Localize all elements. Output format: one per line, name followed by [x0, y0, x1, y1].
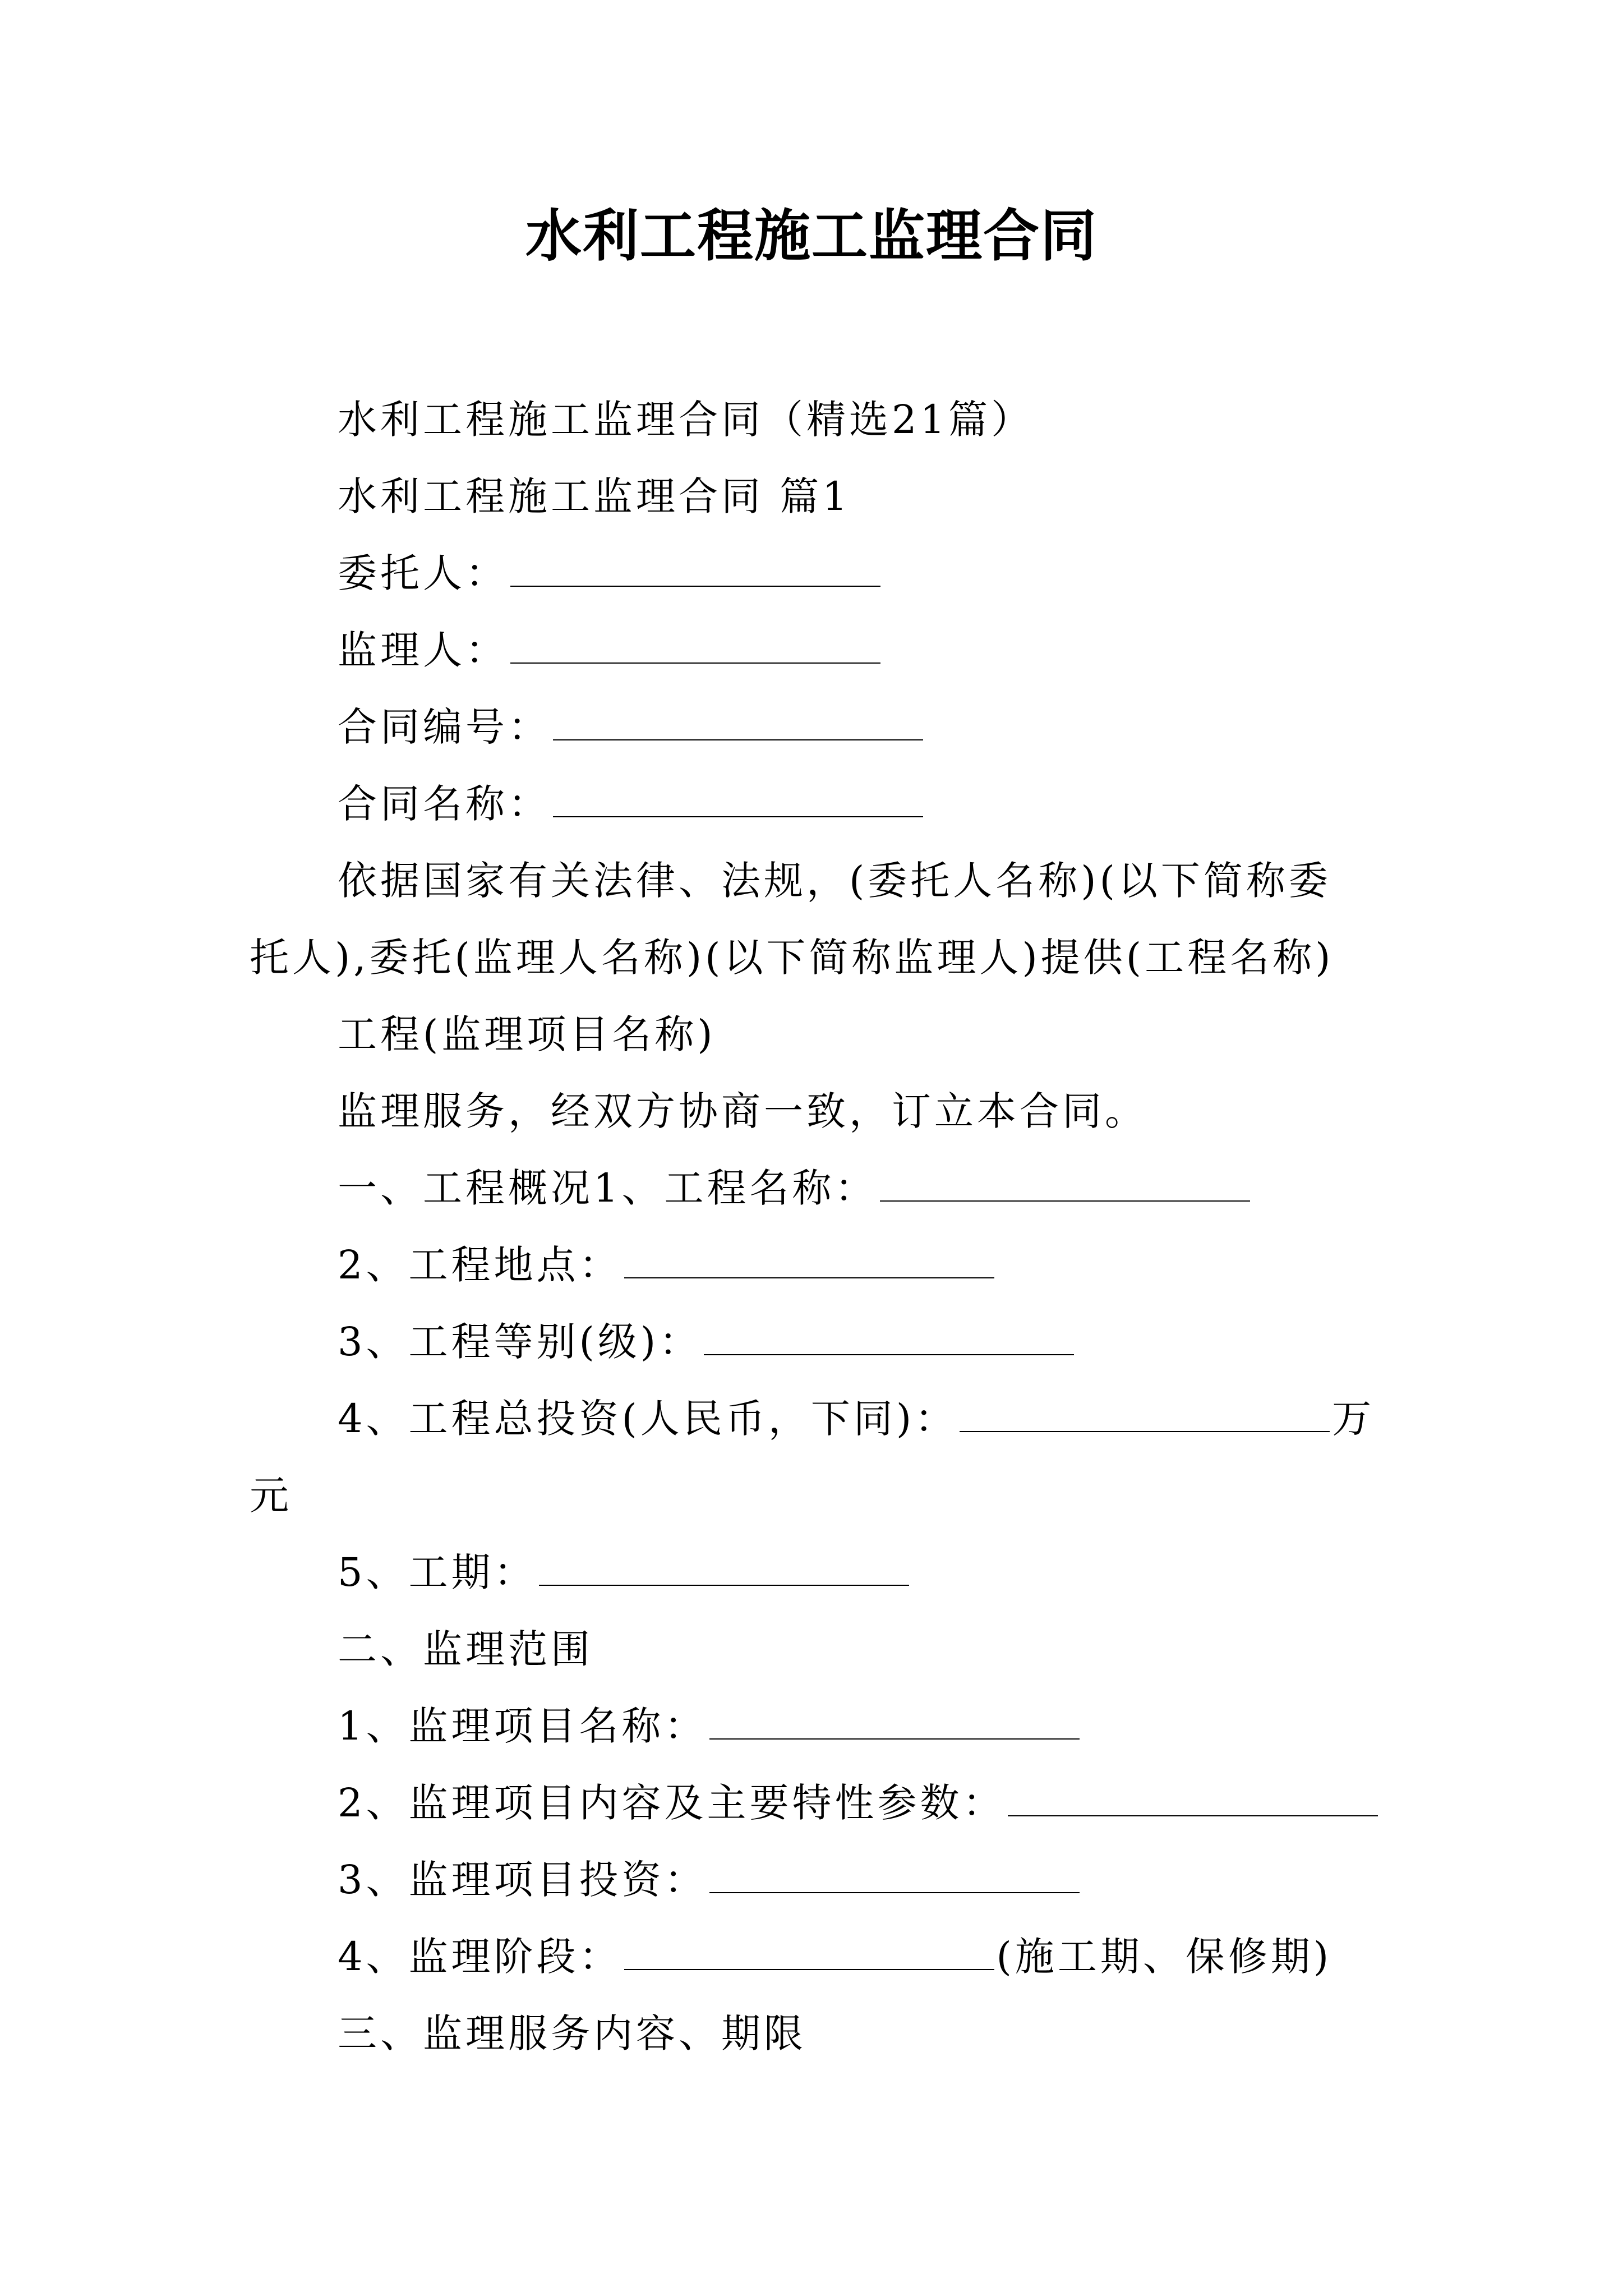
- fill-blank: [553, 783, 923, 817]
- paragraph-line: [250, 919, 1377, 996]
- fill-blank: [960, 1397, 1330, 1432]
- note-text: (施工期、保修期): [996, 1934, 1332, 1980]
- field-label: 委托人：: [338, 550, 508, 596]
- paragraph-line: [250, 996, 1377, 1073]
- field-label: 一、工程概况1、工程名称：: [338, 1165, 878, 1211]
- section-heading-line: [250, 1611, 1377, 1688]
- fill-blank: [709, 1858, 1080, 1893]
- fill-blank: [539, 1551, 909, 1586]
- paragraph-line: [250, 1073, 1377, 1150]
- paragraph-text: 依据国家有关法律、法规，(委托人名称)(以下简称委: [338, 858, 1331, 904]
- fill-blank: [624, 1244, 994, 1278]
- form-line: [250, 1304, 1377, 1381]
- document-title: 水利工程施工监理合同: [525, 203, 1098, 269]
- subtitle: 水利工程施工监理合同（精选21篇）: [338, 397, 1034, 443]
- fill-blank: [510, 629, 880, 664]
- section-heading: 三、监理服务内容、期限: [338, 2010, 806, 2056]
- fill-blank: [880, 1167, 1250, 1202]
- unit-text: 元: [250, 1473, 292, 1519]
- field-label: 1、监理项目名称：: [338, 1703, 707, 1749]
- field-label: 2、监理项目内容及主要特性参数：: [338, 1780, 1006, 1826]
- field-label: 3、监理项目投资：: [338, 1857, 707, 1903]
- field-label: 合同名称：: [338, 781, 551, 827]
- field-label: 4、工程总投资(人民币，下同)：: [338, 1396, 958, 1442]
- paragraph-line: [250, 1457, 1377, 1534]
- form-line: [250, 1381, 1377, 1457]
- fill-blank: [1008, 1782, 1378, 1816]
- section-heading: 水利工程施工监理合同 篇1: [338, 473, 851, 519]
- paragraph-text: 监理服务，经双方协商一致，订立本合同。: [338, 1088, 1147, 1134]
- field-label: 5、工期：: [338, 1549, 537, 1595]
- form-line: [250, 612, 1377, 689]
- fill-blank: [624, 1935, 994, 1970]
- field-label: 3、工程等别(级)：: [338, 1319, 702, 1365]
- field-label: 2、工程地点：: [338, 1242, 622, 1288]
- field-label: 合同编号：: [338, 704, 551, 750]
- fill-blank: [553, 706, 923, 740]
- form-line: [250, 1227, 1377, 1304]
- form-line: [250, 535, 1377, 612]
- paragraph-text: 工程(监理项目名称): [338, 1011, 716, 1057]
- form-line: [250, 1842, 1377, 1918]
- field-label: 监理人：: [338, 627, 508, 673]
- unit-text: 万: [1332, 1396, 1375, 1442]
- form-line: [250, 1150, 1377, 1227]
- fill-blank: [709, 1705, 1080, 1740]
- section-heading: 二、监理范围: [338, 1626, 593, 1672]
- paragraph-line: [250, 843, 1377, 919]
- form-line: [250, 766, 1377, 843]
- form-line: [250, 1765, 1377, 1842]
- section-heading-line: [250, 1995, 1377, 2072]
- form-line: [250, 1918, 1377, 1995]
- document-body: [250, 381, 1377, 2072]
- fill-blank: [510, 552, 880, 587]
- text-line: [250, 458, 1377, 535]
- form-line: [250, 1534, 1377, 1611]
- paragraph-text: 托人),委托(监理人名称)(以下简称监理人)提供(工程名称): [250, 935, 1334, 981]
- text-line: [250, 381, 1377, 458]
- fill-blank: [704, 1320, 1074, 1355]
- field-label: 4、监理阶段：: [338, 1934, 622, 1980]
- form-line: [250, 1688, 1377, 1765]
- form-line: [250, 689, 1377, 766]
